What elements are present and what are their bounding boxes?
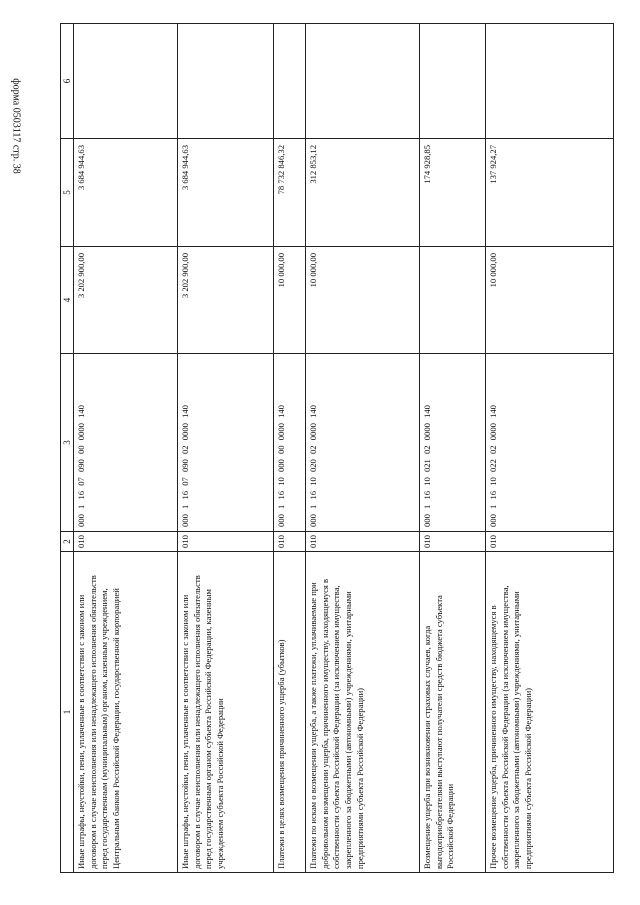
report-sheet xyxy=(60,24,620,873)
form-code-text: форма 0503117 стр. 38 xyxy=(10,78,22,174)
executed-cell: 3 684 944,63 xyxy=(178,139,274,247)
table-row xyxy=(74,24,178,873)
line-code-cell: 010 xyxy=(74,532,178,552)
executed-cell: 137 924,27 xyxy=(486,139,614,247)
unexecuted-cell xyxy=(306,24,420,139)
line-code-cell: 010 xyxy=(486,532,614,552)
unexecuted-cell xyxy=(274,24,306,139)
col-header-3: 3 xyxy=(61,354,74,532)
row-name-cell: Возмещение ущерба при возникновении страховых случаев, когда выгодоприобретателями выступают получатели средств бюджета субъекта Российской Федерации xyxy=(420,552,486,873)
budget-code-cell: 000 1 16 10 021 02 0000 140 xyxy=(420,354,486,532)
executed-cell: 78 732 846,32 xyxy=(274,139,306,247)
executed-cell: 174 928,85 xyxy=(420,139,486,247)
unexecuted-cell xyxy=(178,24,274,139)
budget-code-cell: 000 1 16 10 000 00 0000 140 xyxy=(274,354,306,532)
table-row xyxy=(274,24,306,873)
budget-code-cell: 000 1 16 07 090 02 0000 140 xyxy=(178,354,274,532)
column-number-row xyxy=(61,24,74,873)
budget-code-cell: 000 1 16 10 022 02 0000 140 xyxy=(486,354,614,532)
table-row xyxy=(306,24,420,873)
table-row xyxy=(178,24,274,873)
row-name-cell: Иные штрафы, неустойки, пени, уплаченные в соответствии с законом или договором в случае неисполнения или ненадлежащего исполнения обязательств перед государственным (муниципальным) органом, казенным учреждением, Центральным банком Российской Федерации, государственной корпорацией xyxy=(74,552,178,873)
row-name-cell: Платежи в целях возмещения причиненного ущерба (убытков) xyxy=(274,552,306,873)
approved-cell: 10 000,00 xyxy=(274,247,306,354)
col-header-2: 2 xyxy=(61,532,74,552)
row-name-cell: Прочее возмещение ущерба, причиненного имуществу, находящемуся в собственности субъекта Российской Федерации (за исключением имущества, закрепленного за бюджетными (автономными) учреждениями, унитарными предприятиями субъекта Российской Федерации) xyxy=(486,552,614,873)
line-code-cell: 010 xyxy=(274,532,306,552)
row-name-cell: Платежи по искам о возмещении ущерба, а также платежи, уплачиваемые при добровольном возмещении ущерба, причиненного имуществу, находящемуся в собственности субъекта Российской Федерации (за исключением имущества, закрепленного за бюджетными (автономными) учреждениями, унитарными предприятиями субъекта Российской Федерации) xyxy=(306,552,420,873)
table-row xyxy=(420,24,486,873)
executed-cell: 3 684 944,63 xyxy=(74,139,178,247)
col-header-4: 4 xyxy=(61,247,74,354)
line-code-cell: 010 xyxy=(306,532,420,552)
form-code-label xyxy=(4,16,28,236)
approved-cell: 3 202 900,00 xyxy=(178,247,274,354)
col-header-5: 5 xyxy=(61,139,74,247)
budget-code-cell: 000 1 16 10 020 02 0000 140 xyxy=(306,354,420,532)
col-header-1: 1 xyxy=(61,552,74,873)
line-code-cell: 010 xyxy=(420,532,486,552)
row-name-cell: Иные штрафы, неустойки, пени, уплаченные в соответствии с законом или договором в случае неисполнения или ненадлежащего исполнения обязательств перед государственным органом субъекта Российской Федерации, казенным учреждением субъекта Российской Федерации xyxy=(178,552,274,873)
revenue-table xyxy=(60,23,614,873)
budget-code-cell: 000 1 16 07 090 00 0000 140 xyxy=(74,354,178,532)
unexecuted-cell xyxy=(486,24,614,139)
approved-cell: 3 202 900,00 xyxy=(74,247,178,354)
unexecuted-cell xyxy=(74,24,178,139)
executed-cell: 312 853,12 xyxy=(306,139,420,247)
line-code-cell: 010 xyxy=(178,532,274,552)
col-header-6: 6 xyxy=(61,24,74,139)
approved-cell xyxy=(420,247,486,354)
approved-cell: 10 000,00 xyxy=(306,247,420,354)
unexecuted-cell xyxy=(420,24,486,139)
table-row xyxy=(486,24,614,873)
approved-cell: 10 000,00 xyxy=(486,247,614,354)
